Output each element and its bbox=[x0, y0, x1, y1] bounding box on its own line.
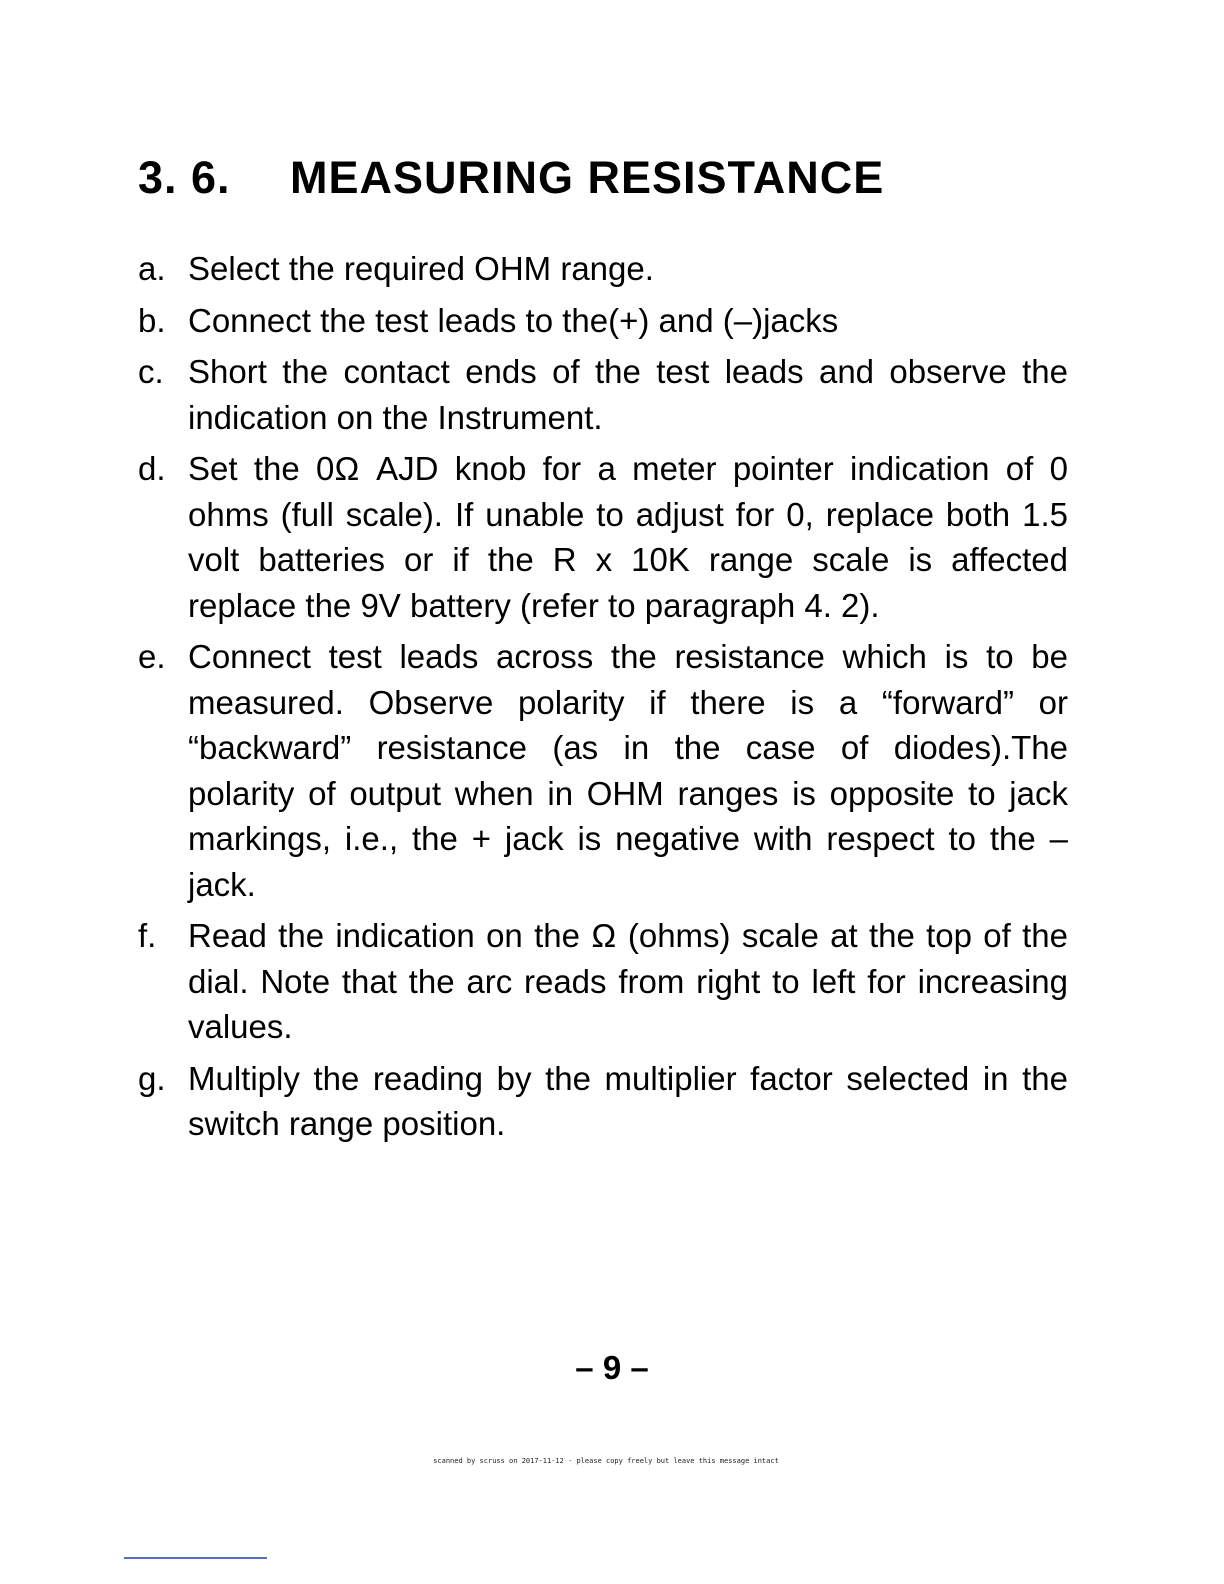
step-marker: b. bbox=[138, 301, 166, 339]
step-marker: g. bbox=[138, 1059, 166, 1097]
step-marker: d. bbox=[138, 450, 166, 487]
page-number: – 9 – bbox=[575, 1349, 649, 1386]
step-text: Connect the test leads to the(+) and (–)jacks bbox=[188, 301, 839, 339]
step-d bbox=[138, 446, 1068, 628]
footer-rule bbox=[124, 1557, 267, 1559]
section-heading bbox=[138, 150, 884, 206]
step-e bbox=[138, 634, 1068, 907]
step-marker: a. bbox=[138, 250, 166, 287]
scan-credit-note: scanned by scruss on 2017-11-12 - please copy freely but leave this message intact bbox=[433, 1457, 779, 1465]
section-number: 3. 6. bbox=[138, 152, 231, 203]
step-text: Select the required OHM range. bbox=[188, 250, 654, 287]
step-text: Set the 0Ω AJD knob for a meter pointer indication of 0 ohms (full scale). If unable to adjust for 0, replace both 1.5 volt batteries or if the R x 10K range scale is affected replace the 9V battery (refer to paragraph 4. 2). bbox=[188, 450, 1068, 624]
procedure-steps bbox=[138, 246, 1068, 1153]
step-a bbox=[138, 246, 1068, 292]
step-marker: f. bbox=[138, 917, 157, 954]
step-g bbox=[138, 1056, 1068, 1147]
section-title: MEASURING RESISTANCE bbox=[290, 152, 885, 203]
step-text: Connect test leads across the resistance which is to be measured. Observe polarity if there is a “forward” or “backward” resistance (as in the case of diodes).The polarity of output when in OHM ranges is opposite to jack markings, i.e., the + jack is negative with respect to the – jack. bbox=[188, 638, 1068, 903]
step-text: Multiply the reading by the multiplier factor selected in the switch range position. bbox=[188, 1059, 1068, 1142]
step-f bbox=[138, 913, 1068, 1050]
step-b bbox=[138, 298, 1068, 344]
step-c bbox=[138, 349, 1068, 440]
step-text: Read the indication on the Ω (ohms) scale at the top of the dial. Note that the arc reads from right to left for increasing values. bbox=[188, 917, 1068, 1045]
step-marker: e. bbox=[138, 638, 166, 675]
step-text: Short the contact ends of the test leads and observe the indication on the Instrument. bbox=[188, 353, 1068, 436]
step-marker: c. bbox=[138, 353, 164, 390]
